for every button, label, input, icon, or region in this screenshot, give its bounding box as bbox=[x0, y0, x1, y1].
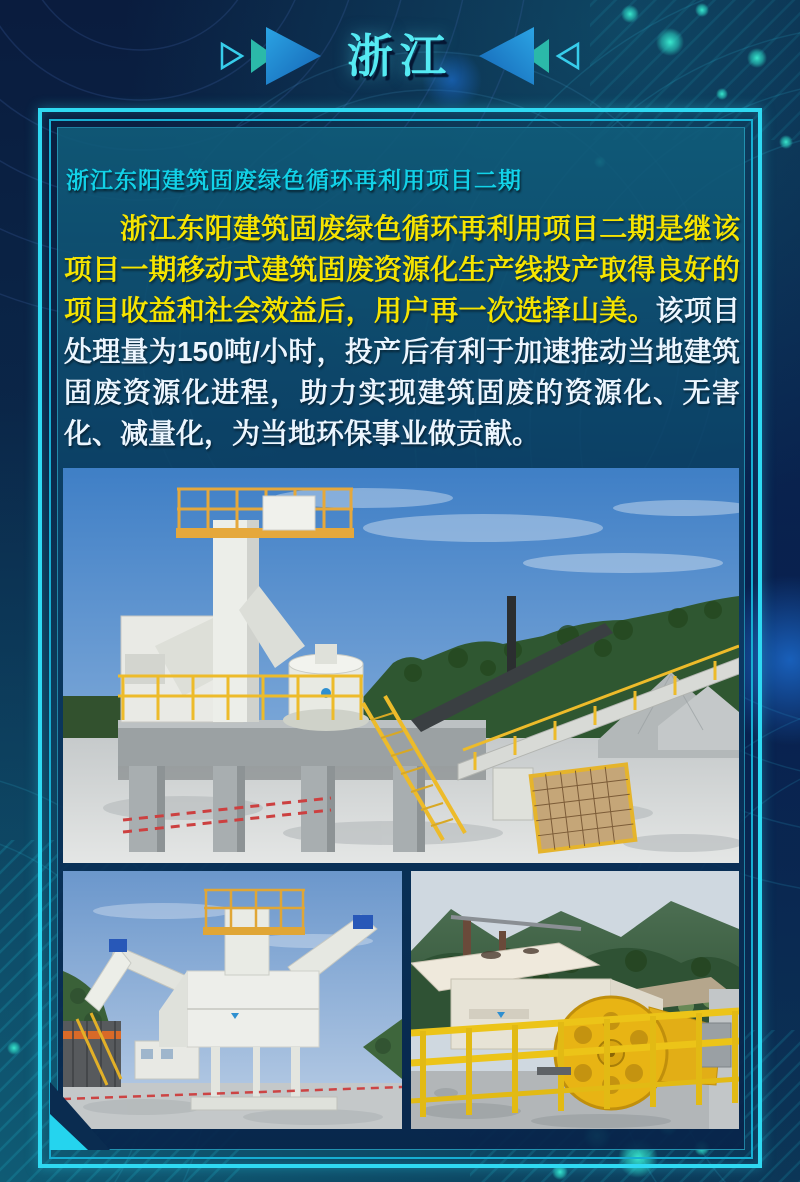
triangle-solid-left-icon bbox=[477, 26, 549, 86]
photo-screening-unit bbox=[63, 871, 402, 1129]
triangle-outline-left-icon bbox=[555, 41, 581, 71]
photo-row bbox=[63, 871, 739, 1129]
photo-jaw-crusher bbox=[411, 871, 739, 1129]
page-title: 浙江 bbox=[347, 30, 453, 82]
article-highlight-text: 浙江东阳建筑固废绿色循环再利用项目二期是继该项目一期移动式建筑固废资源化生产线投产取得良好的项目收益和社会效益后，用户再一次选择山美。 bbox=[64, 213, 740, 326]
article-body-text: 该项目处理量为150吨/小时，投产后有利于加速推动当地建筑固废资源化进程，助力实现建筑固废的资源化、无害化、减量化，为当地环保事业做贡献。 bbox=[64, 295, 740, 449]
content-panel bbox=[57, 127, 745, 1150]
page-header bbox=[0, 18, 800, 94]
article-paragraph bbox=[64, 208, 740, 454]
article-heading: 浙江东阳建筑固废绿色循环再利用项目二期 bbox=[66, 167, 522, 193]
photo-plant-overview bbox=[63, 468, 739, 863]
triangle-outline-right-icon bbox=[219, 41, 245, 71]
triangle-solid-right-icon bbox=[251, 26, 323, 86]
